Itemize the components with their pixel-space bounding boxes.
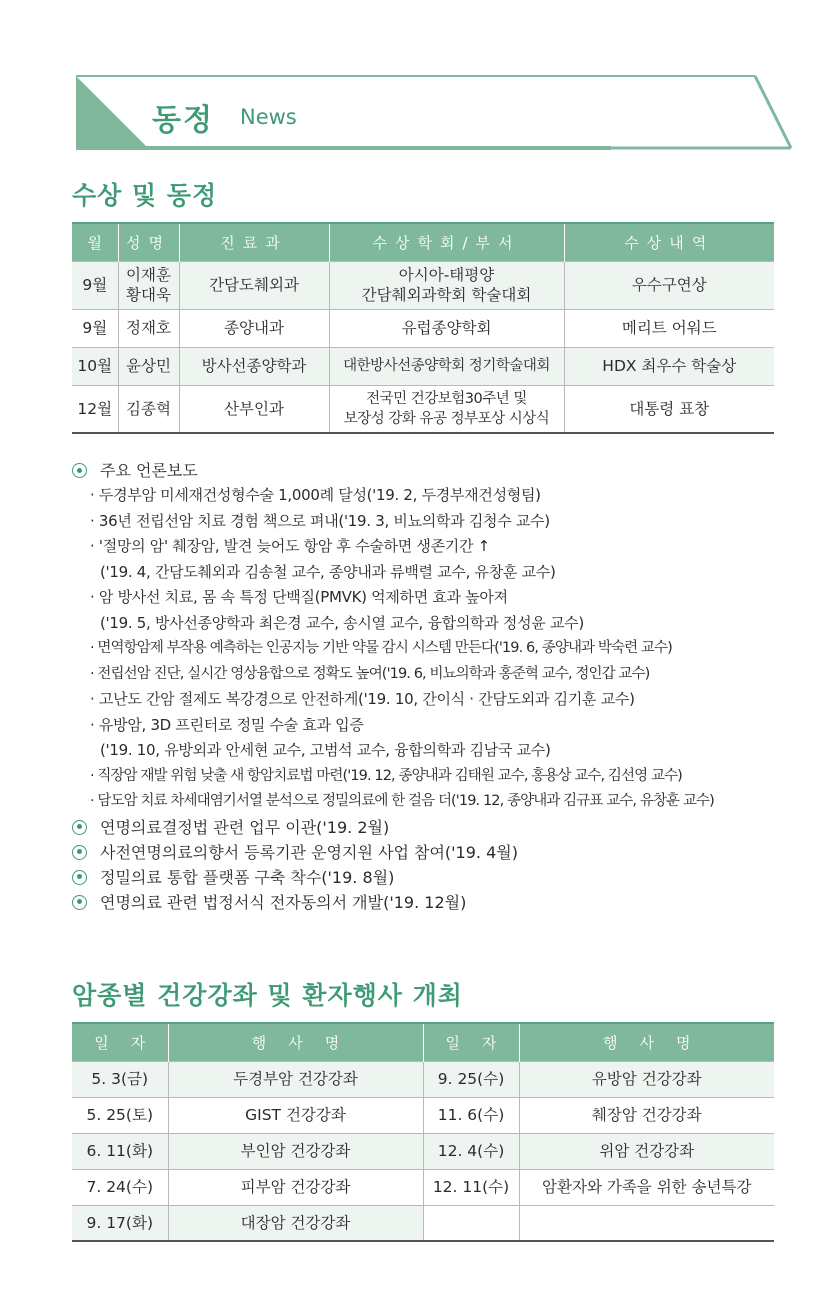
- cell-event: 위암 건강강좌: [519, 1133, 774, 1169]
- news-item: · 전립선암 진단, 실시간 영상융합으로 정확도 높여('19. 6, 비뇨의학과 홍준혁 교수, 정인갑 교수): [90, 665, 650, 682]
- col-event: 행사명: [168, 1023, 423, 1061]
- cell-date: 12. 4(수): [423, 1133, 519, 1169]
- cell-event: GIST 건강강좌: [168, 1097, 423, 1133]
- news-bullet: [72, 815, 792, 840]
- news-item: · 고난도 간암 절제도 복강경으로 안전하게('19. 10, 간이식 · 간담도외과 김기훈 교수): [90, 690, 635, 708]
- events-header-row: [72, 1023, 774, 1061]
- events-title: 암종별 건강강좌 및 환자행사 개최: [72, 981, 463, 1010]
- cell-dept: 간담도췌외과: [179, 261, 329, 309]
- news-item: · 암 방사선 치료, 몸 속 특정 단백질(PMVK) 억제하면 효과 높아져: [90, 588, 508, 606]
- news-bullet-text: 연명의료 관련 법정서식 전자동의서 개발('19. 12월): [100, 892, 467, 912]
- cell-date: 7. 24(수): [72, 1169, 168, 1205]
- news-item-continued: ('19. 4, 간담도췌외과 김송철 교수, 종양내과 류백렬 교수, 유창훈 교수): [100, 562, 556, 581]
- cell-event: 부인암 건강강좌: [168, 1133, 423, 1169]
- news-bullet-text: 연명의료결정법 관련 업무 이관('19. 2월): [100, 817, 390, 837]
- cell-award: 메리트 어워드: [564, 309, 774, 347]
- cell-month: 10월: [72, 347, 118, 385]
- col-dept: 진료과: [179, 223, 329, 261]
- col-society: 수상학회/부서: [329, 223, 564, 261]
- awards-table: [72, 222, 774, 434]
- news-bullet-text: 정밀의료 통합 플랫폼 구축 착수('19. 8월): [100, 867, 395, 887]
- target-bullet-icon: [72, 820, 87, 835]
- col-month: 월: [72, 223, 118, 261]
- cell-date: 12. 11(수): [423, 1169, 519, 1205]
- cell-award: 대통령 표창: [564, 385, 774, 433]
- cell-date: 6. 11(화): [72, 1133, 168, 1169]
- cell-dept: 방사선종양학과: [179, 347, 329, 385]
- news-bullet: [72, 865, 792, 890]
- events-table: [72, 1022, 774, 1242]
- cell-event: 대장암 건강강좌: [168, 1205, 423, 1241]
- news-heading: [72, 458, 792, 483]
- cell-date: 9. 25(수): [423, 1061, 519, 1097]
- page-banner: [0, 0, 840, 160]
- cell-name: 정재호: [118, 309, 179, 347]
- news-item: · 면역항암제 부작용 예측하는 인공지능 기반 약물 감시 시스템 만든다('19. 6, 종양내과 박숙련 교수): [90, 640, 672, 656]
- awards-title: 수상 및 동정: [72, 181, 218, 210]
- news-bullet-text: 사전연명의료의향서 등록기관 운영지원 사업 참여('19. 4월): [100, 842, 518, 862]
- col-date: 일자: [423, 1023, 519, 1061]
- col-name: 성명: [118, 223, 179, 261]
- news-item: · 36년 전립선암 치료 경험 책으로 펴내('19. 3, 비뇨의학과 김청수 교수): [90, 511, 550, 530]
- cell-month: 9월: [72, 309, 118, 347]
- banner-title: 동정: [152, 103, 214, 138]
- news-item: · '절망의 암' 췌장암, 발견 늦어도 항암 후 수술하면 생존기간 ↑: [90, 537, 490, 555]
- cell-name: 이재훈 황대욱: [118, 261, 179, 309]
- cell-event: 유방암 건강강좌: [519, 1061, 774, 1097]
- news-item-continued: ('19. 5, 방사선종양학과 최은경 교수, 송시열 교수, 융합의학과 정성윤 교수): [100, 613, 584, 632]
- cell-event: 피부암 건강강좌: [168, 1169, 423, 1205]
- cell-month: 12월: [72, 385, 118, 433]
- cell-date: 5. 3(금): [72, 1061, 168, 1097]
- table-row: [72, 1061, 774, 1097]
- col-date: 일자: [72, 1023, 168, 1061]
- cell-society: 전국민 건강보험30주년 및 보장성 강화 유공 정부포상 시상식: [329, 385, 564, 433]
- cell-event: [519, 1205, 774, 1241]
- cell-event: 두경부암 건강강좌: [168, 1061, 423, 1097]
- col-award: 수상내역: [564, 223, 774, 261]
- table-row: [72, 1205, 774, 1241]
- news-heading-text: 주요 언론보도: [100, 461, 198, 480]
- target-bullet-icon: [72, 870, 87, 885]
- news-item-continued: ('19. 10, 유방외과 안세현 교수, 고범석 교수, 융합의학과 김남국 교수): [100, 741, 551, 759]
- cell-month: 9월: [72, 261, 118, 309]
- cell-award: HDX 최우수 학술상: [564, 347, 774, 385]
- table-row: [72, 261, 774, 309]
- news-item: · 담도암 치료 차세대염기서열 분석으로 정밀의료에 한 걸음 더('19. 12, 종양내과 김규표 교수, 유창훈 교수): [90, 793, 714, 809]
- news-item: · 직장암 재발 위험 낮출 새 항암치료법 마련('19. 12, 종양내과 김태원 교수, 홍용상 교수, 김선영 교수): [90, 767, 682, 784]
- news-bullet: [72, 890, 792, 915]
- awards-header-row: [72, 223, 774, 261]
- cell-date: 9. 17(화): [72, 1205, 168, 1241]
- target-bullet-icon: [72, 895, 87, 910]
- table-row: [72, 1097, 774, 1133]
- banner-subtitle: News: [240, 105, 297, 129]
- cell-name: 윤상민: [118, 347, 179, 385]
- cell-date: 11. 6(수): [423, 1097, 519, 1133]
- news-bullet: [72, 840, 792, 865]
- cell-dept: 산부인과: [179, 385, 329, 433]
- banner-graphic: [0, 0, 840, 160]
- target-bullet-icon: [72, 845, 87, 860]
- cell-name: 김종혁: [118, 385, 179, 433]
- table-row: [72, 309, 774, 347]
- news-item: · 두경부암 미세재건성형수술 1,000례 달성('19. 2, 두경부재건성형팀): [90, 486, 541, 504]
- table-row: [72, 385, 774, 433]
- cell-award: 우수구연상: [564, 261, 774, 309]
- cell-society: 아시아-태평양 간담췌외과학회 학술대회: [329, 261, 564, 309]
- col-event: 행사명: [519, 1023, 774, 1061]
- cell-date: [423, 1205, 519, 1241]
- cell-event: 암환자와 가족을 위한 송년특강: [519, 1169, 774, 1205]
- news-item: · 유방암, 3D 프린터로 정밀 수술 효과 입증: [90, 715, 364, 734]
- table-row: [72, 1133, 774, 1169]
- table-row: [72, 1169, 774, 1205]
- table-row: [72, 347, 774, 385]
- cell-society: 대한방사선종양학회 정기학술대회: [329, 347, 564, 385]
- cell-date: 5. 25(토): [72, 1097, 168, 1133]
- cell-event: 췌장암 건강강좌: [519, 1097, 774, 1133]
- cell-society: 유럽종양학회: [329, 309, 564, 347]
- news-section: [72, 458, 792, 915]
- cell-dept: 종양내과: [179, 309, 329, 347]
- target-bullet-icon: [72, 463, 87, 478]
